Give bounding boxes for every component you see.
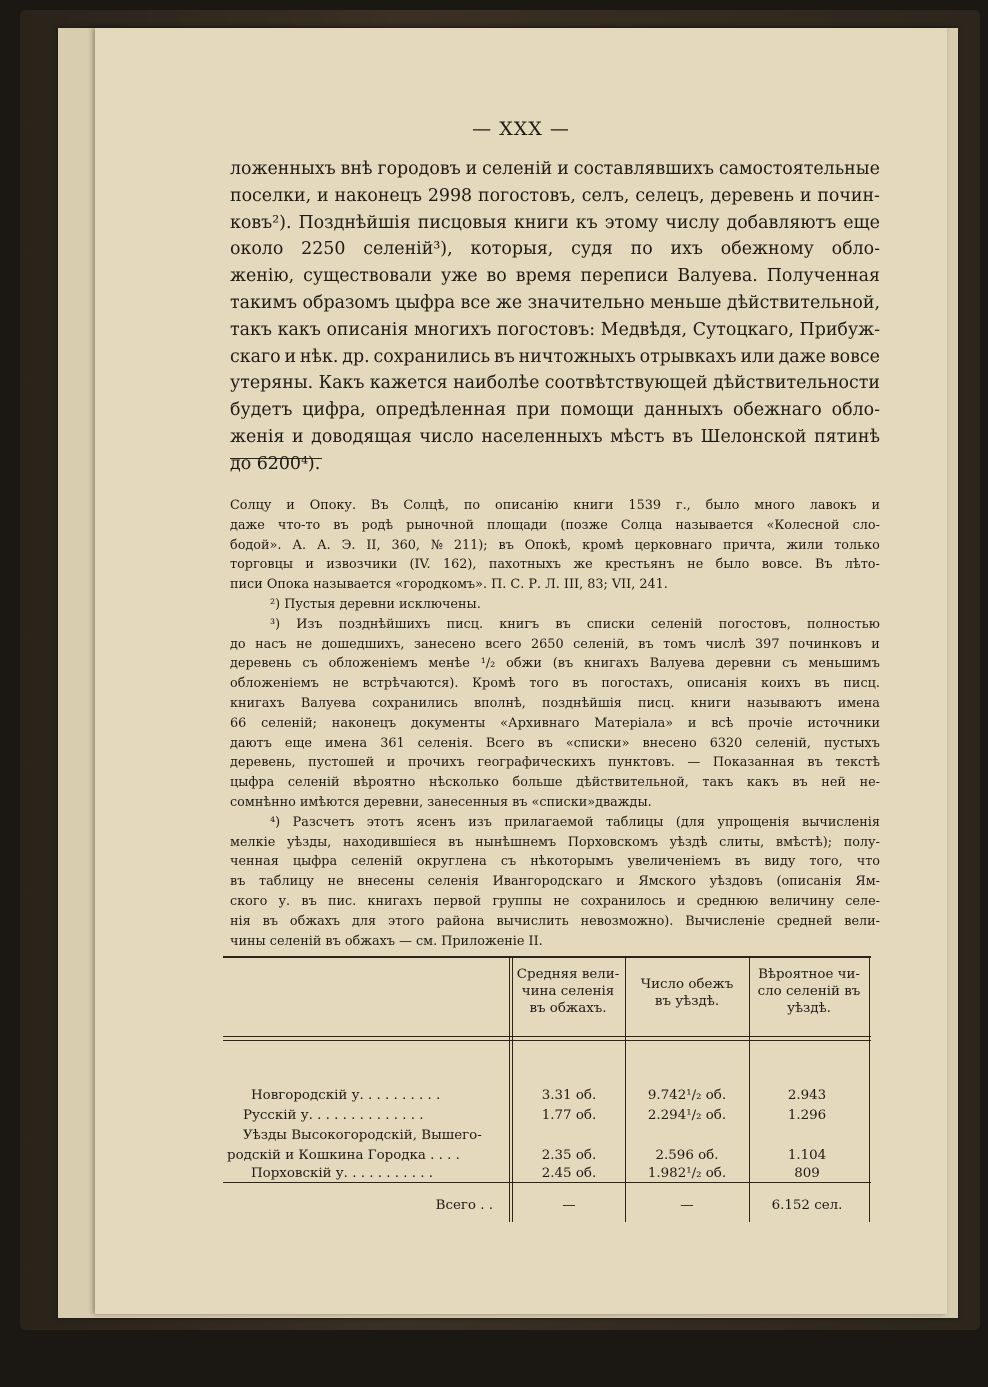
table-row — [223, 1106, 871, 1126]
footnote-line: ченная цыфра селеній округлена съ нѣкоторымъ увеличеніемъ въ виду того, что — [230, 854, 880, 870]
avg-size-cell: 1.77 об. — [541, 1108, 597, 1123]
table-row — [223, 1126, 871, 1146]
footnote-4: ⁴) Разсчетъ этотъ ясенъ изъ прилагаемой таблицы (для упрощенія вычисленія — [270, 814, 880, 830]
footnote-line: бодой». А. А. Э. II, 360, № 211); въ Опокѣ, кромѣ церковнаго причта, жили только — [230, 537, 880, 553]
header-obezh-count — [627, 976, 747, 1010]
main-line: женію, существовали уже во время переписи Валуева. Полученная — [230, 266, 880, 287]
villages-cell: 809 — [794, 1166, 820, 1181]
total-obezh-cell: — — [680, 1198, 694, 1213]
villages-cell: 1.296 — [787, 1108, 827, 1123]
header-text: Число обежъ въ уѣздѣ. — [640, 977, 734, 1009]
main-line: такъ какъ описанія многихъ погостовъ: Медвѣдя, Сутоцкаго, Прибуж- — [230, 319, 880, 340]
header-text: Средняя вели- чина селенія въ обжахъ. — [516, 967, 620, 1016]
footnote-line: нія въ обжахъ для этого района вычислить невозможно). Вычисленіе средней вели- — [230, 913, 880, 929]
footnote-line: мелкіе уѣзды, находившіеся въ нынѣшнемъ Порховскомъ уѣздѣ слиты, вмѣстѣ); полу- — [230, 834, 880, 850]
avg-size-cell: 2.45 об. — [541, 1166, 597, 1181]
district-name: Порховскій у. . . . . . . . . . . — [251, 1166, 434, 1181]
avg-size-cell: 2.35 об. — [541, 1148, 597, 1163]
district-name: Новгородскій у. . . . . . . . . . — [251, 1088, 441, 1103]
table-row — [223, 1164, 871, 1184]
total-separator — [223, 1182, 871, 1183]
district-name: родскій и Кошкина Городка . . . . — [227, 1148, 460, 1163]
footnote-line: ского у. въ пис. книгахъ первой группы не сохранилось и среднюю величину селе- — [230, 893, 880, 909]
table-row — [223, 1086, 871, 1106]
total-villages-cell: 6.152 сел. — [771, 1198, 843, 1213]
header-separator — [223, 1036, 871, 1041]
total-avg-cell: — — [562, 1198, 576, 1213]
footnote-line: деревень съ обложеніемъ менѣе ¹/₂ обжи (въ книгахъ Валуева деревни съ меньшимъ — [230, 656, 880, 672]
villages-cell: 1.104 — [787, 1148, 827, 1163]
footnote-line: торговцы и извозчики (IV. 162), пахотныхъ же крестьянъ не было вовсе. Въ лѣто- — [230, 557, 880, 573]
footnote-line: даютъ еще имена 361 селенія. Всего въ «списки» внесено 6320 селеній, пустыхъ — [230, 735, 880, 751]
footnote-line: въ таблицу не внесены селенія Ивангородскаго и Ямского уѣздовъ (описанія Ям- — [230, 874, 880, 890]
footnote-line: 66 селеній; наконецъ документы «Архивнаго Матеріала» и всѣ прочіе источники — [230, 715, 880, 731]
main-line: около 2250 селеній³), которыя, судя по ихъ обежному обло- — [230, 239, 880, 260]
villages-cell: 2.943 — [787, 1088, 827, 1103]
main-text — [230, 156, 880, 478]
footnote-line: обложеніемъ не встрѣчаются). Кромѣ того въ погостахъ, описанія коихъ въ писц. — [230, 676, 880, 692]
district-name: Уѣзды Высокогородскій, Вышего- — [243, 1128, 482, 1143]
header-probable-villages — [751, 966, 867, 1017]
footnote-line: чины селеній въ обжахъ — см. Приложеніе II. — [230, 933, 543, 949]
footnote-rule — [230, 458, 322, 459]
avg-size-cell: 3.31 об. — [541, 1088, 597, 1103]
obezh-cell: 9.742¹/₂ об. — [647, 1088, 727, 1103]
main-line: ковъ²). Позднѣйшія писцовыя книги къ этому числу добавляютъ еще — [230, 212, 880, 233]
main-line: ложенныхъ внѣ городовъ и селеній и составлявшихъ самостоятельные — [230, 159, 880, 179]
footnote-line: сомнѣнно имѣются деревни, занесенныя въ «списки»дважды. — [230, 794, 652, 810]
footnote-line: писи Опока называется «городкомъ». П. С. Р. Л. III, 83; VII, 241. — [230, 577, 668, 593]
footnotes — [230, 496, 880, 951]
district-name: Русскій у. . . . . . . . . . . . . . — [243, 1108, 424, 1123]
footnote-line: даже что-то въ родѣ рыночной площади (позже Солца называется «Колесной сло- — [230, 517, 880, 533]
obezh-cell: 2.596 об. — [655, 1148, 719, 1163]
main-line: скаго и нѣк. др. сохранились въ ничтожныхъ отрывкахъ или даже вовсе — [230, 346, 880, 367]
footnote-line: деревень, пустошей и прочихъ географическихъ пунктовъ. — Показанная въ текстѣ — [230, 755, 880, 771]
footnote-2: ²) Пустыя деревни исключены. — [270, 596, 481, 612]
main-line: поселки, и наконецъ 2998 погостовъ, селъ, селецъ, деревень и почин- — [230, 185, 880, 206]
total-row — [223, 1196, 871, 1216]
footnote-line: Солцу и Опоку. Въ Солцѣ, по описанію книги 1539 г., было много лавокъ и — [230, 498, 880, 513]
main-line: утеряны. Какъ кажется наиболѣе соотвѣтствующей дѣйствительности — [230, 373, 880, 394]
page-number: — XXX — — [472, 118, 570, 140]
estimate-table — [223, 956, 871, 1222]
header-avg-size — [513, 966, 623, 1017]
main-line: такимъ образомъ цыфра все же значительно меньше дѣйствительной, — [230, 292, 880, 313]
obezh-cell: 2.294¹/₂ об. — [647, 1108, 727, 1123]
main-line: женія и доводящая число населенныхъ мѣстъ въ Шелонской пятинѣ — [230, 426, 880, 447]
footnote-3: ³) Изъ позднѣйшихъ писц. книгъ въ списки селеній погостовъ, полностью — [270, 616, 880, 632]
footnote-line: до насъ не дошедшихъ, занесено всего 2650 селеній, въ томъ числѣ 397 починковъ и — [230, 636, 880, 652]
book-page — [95, 28, 947, 1314]
footnote-line: цыфра селеній вѣроятно нѣсколько больше дѣйствительной, такъ какъ въ ней не- — [230, 775, 880, 791]
footnote-line: книгахъ Валуева сохранились вполнѣ, позднѣйшія писц. книги называютъ имена — [230, 695, 880, 711]
main-line: до 6200⁴). — [230, 453, 321, 474]
obezh-cell: 1.982¹/₂ об. — [647, 1166, 727, 1181]
header-text: Вѣроятное чи- сло селеній въ уѣздѣ. — [757, 967, 861, 1016]
table-row — [223, 1146, 871, 1166]
main-line: будетъ цифра, опредѣленная при помощи данныхъ обежнаго обло- — [230, 400, 880, 421]
total-label: Всего . . — [435, 1198, 493, 1213]
